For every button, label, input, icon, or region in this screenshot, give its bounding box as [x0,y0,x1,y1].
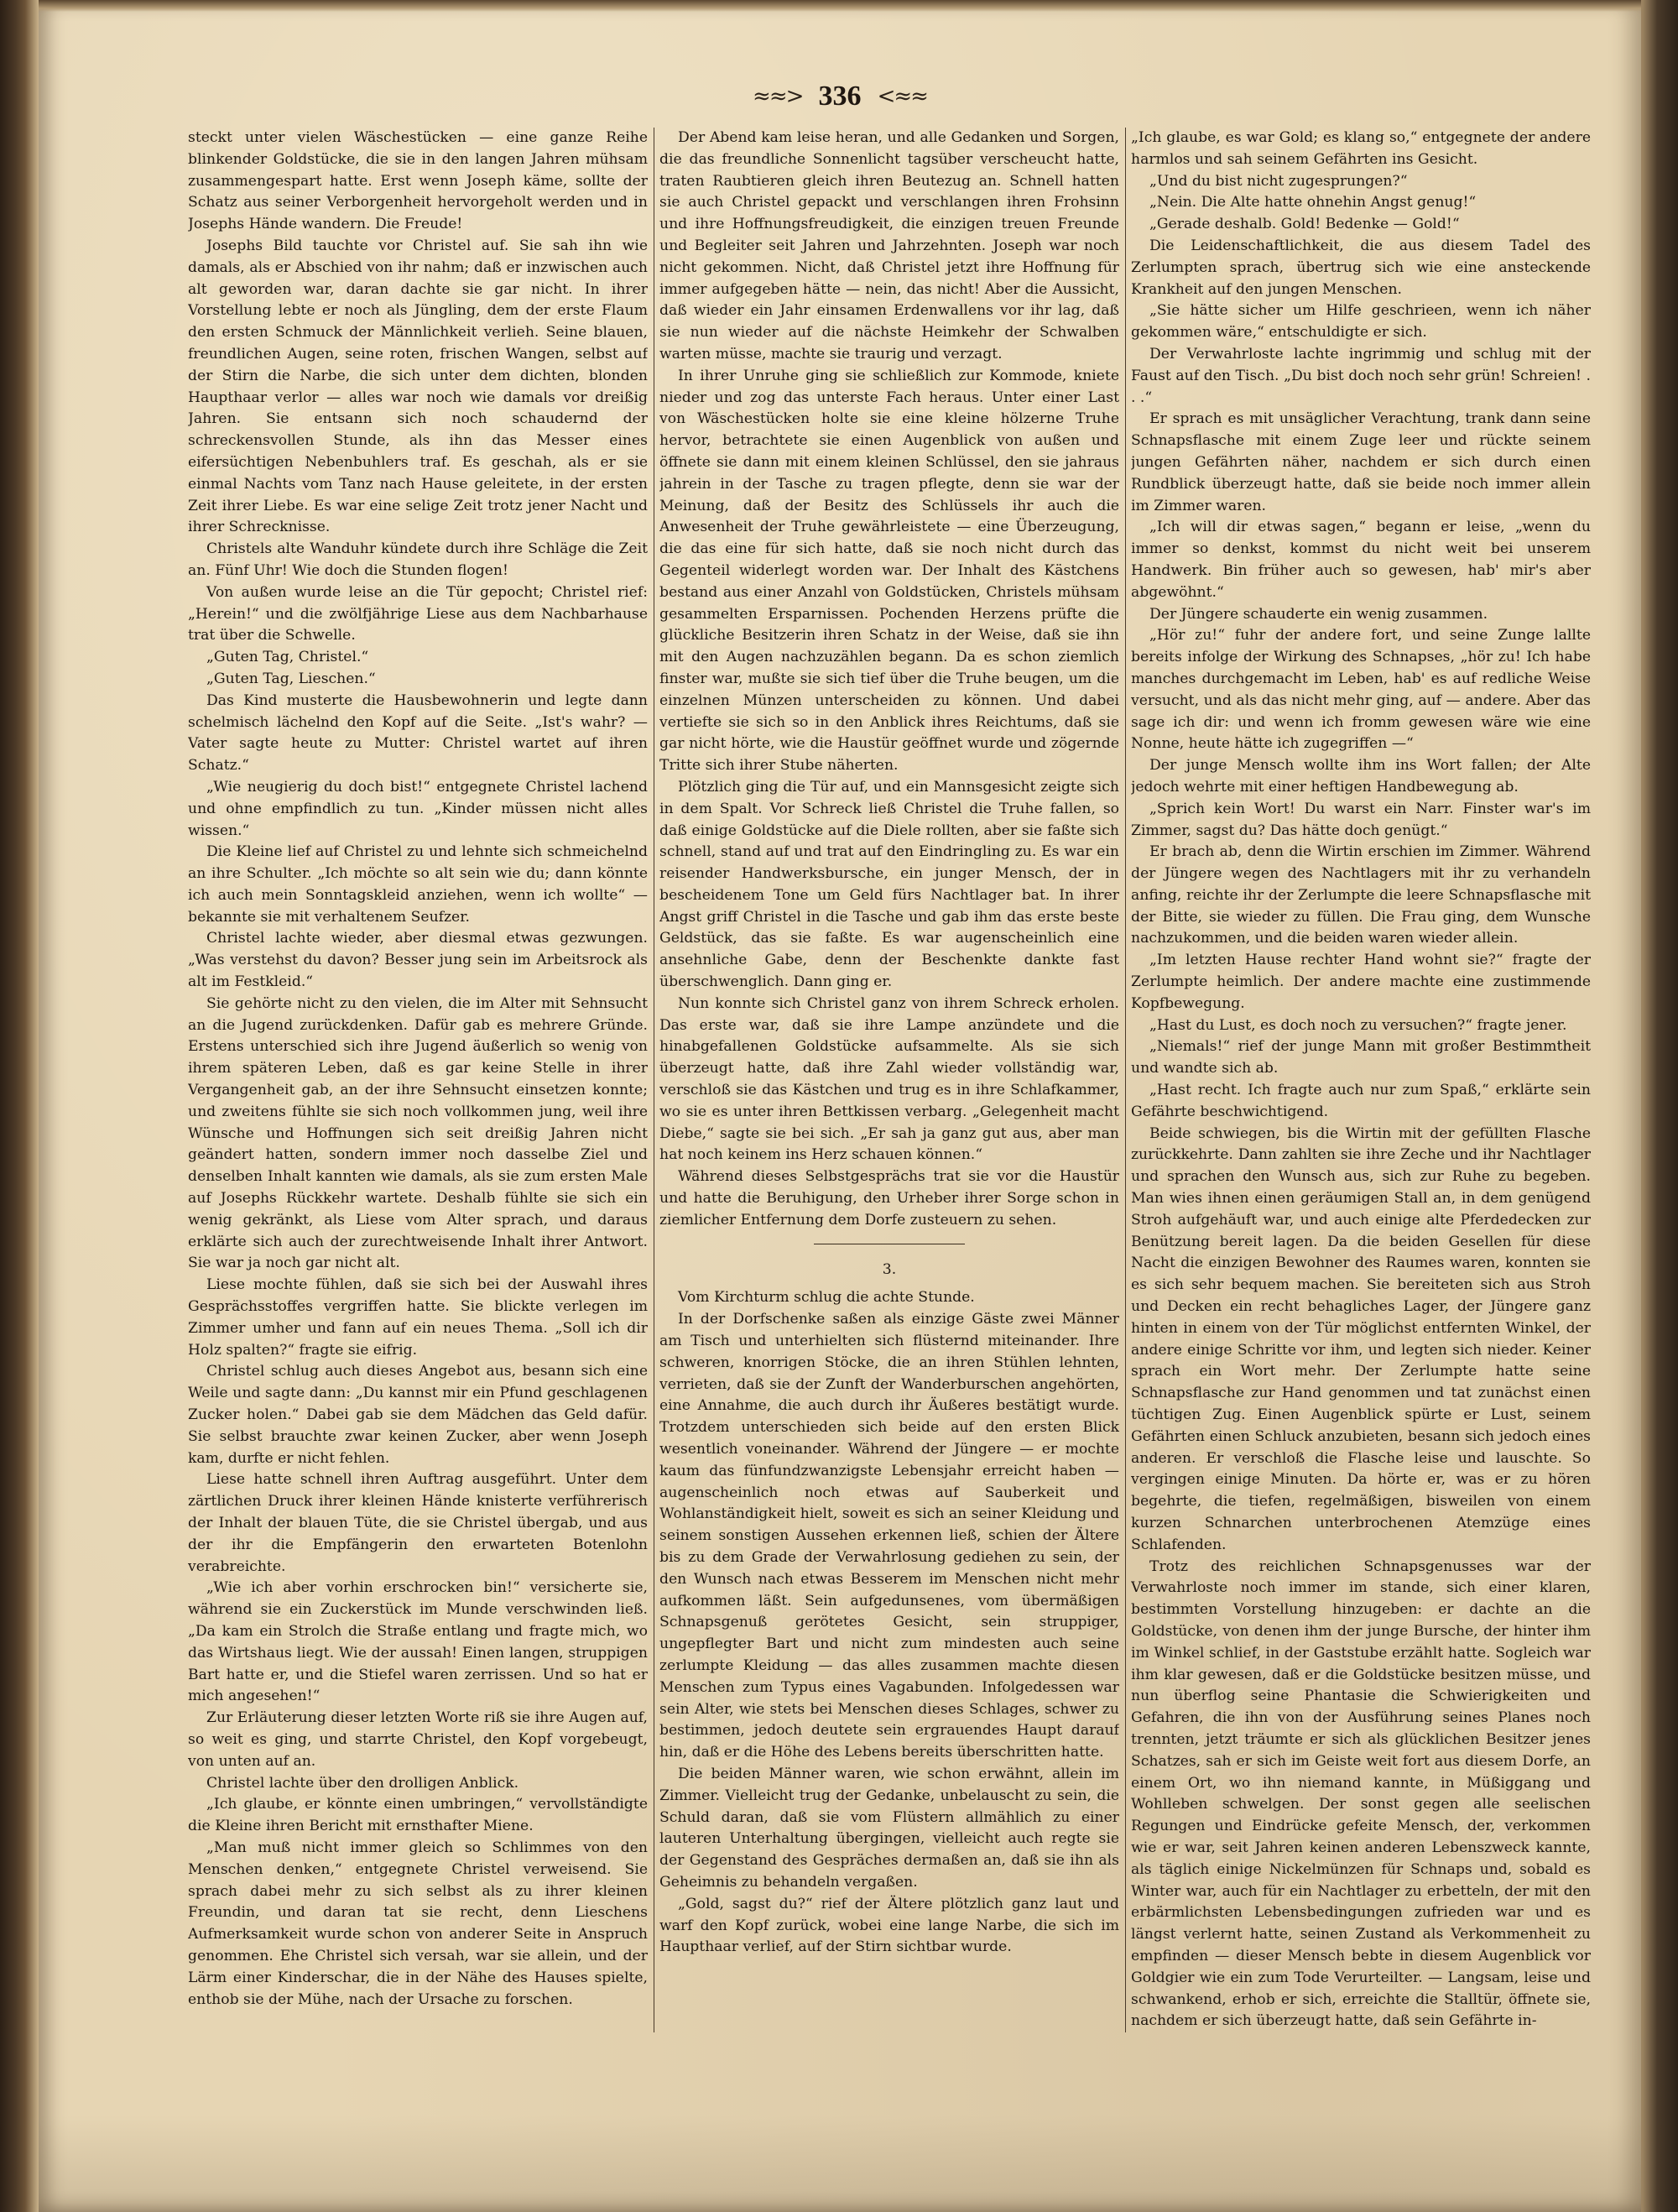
text-column-3 [1131,128,1591,2032]
paragraph: Christel lachte wieder, aber diesmal etwas gezwungen. „Was verstehst du davon? Besser jung sein im Arbeitsrock als alt im Festkleid.“ [188,930,648,991]
paragraph: „Ich glaube, er könnte einen umbringen,“ vervollständigte die Kleine ihren Bericht mit ernsthafter Miene. [188,1796,648,1835]
paragraph: Nun konnte sich Christel ganz von ihrem Schreck erholen. Das erste war, daß sie ihre Lampe anzündete und die hinabgefallenen Goldstücke aufsammelte. Als sie sich überzeugt hatte, daß ihre Zahl wieder vollständig war, verschloß sie das Kästchen und trug es in ihre Schlafkammer, wo sie es unter ihren Bettkissen verbarg. „Gelegenheit macht Diebe,“ sagte sie bei sich. „Er sah ja ganz gut aus, aber man hat noch keinem ins Herz schauen können.“ [659,994,1119,1164]
paragraph: Zur Erläuterung dieser letzten Worte riß sie ihre Augen auf, so weit es ging, und starrte Christel, den Kopf vorgebeugt, von unten auf an. [188,1709,648,1770]
paragraph: Plötzlich ging die Tür auf, und ein Mannsgesicht zeigte sich in dem Spalt. Vor Schreck ließ Christel die Truhe fallen, so daß einige Goldstücke auf die Diele rollten, aber sie faßte sich schnell, stand auf und trat auf den Eindringling zu. Es war ein reisender Handwerksbursche, ein junger Mensch, der in bescheidenem Tone um Geld fürs Nachtlager bat. In ihrer Angst griff Christel in die Tasche und gab ihm das erste beste Geldstück, das sie faßte. Es war augenscheinlich eine ansehnliche Gabe, denn der Beschenkte dankte fast überschwenglich. Dann ging er. [659,778,1119,991]
paragraph: „Man muß nicht immer gleich so Schlimmes von den Menschen denken,“ entgegnete Christel verweisend. Sie sprach dabei mehr zu sich selbst als zu ihrer kleinen Freundin, und daran tat sie recht, denn Lieschens Aufmerksamkeit wurde schon von anderer Seite in Anspruch genommen. Ehe Christel sich versah, war sie allein, und der Lärm einer Kinderschar, die in der Nähe des Hauses spielte, enthob sie der Mühe, nach der Ursache zu forschen. [188,1839,648,2008]
paragraph: steckt unter vielen Wäschestücken — eine ganze Reihe blinkender Goldstücke, die sie in den langen Jahren mühsam zusammengespart hatte. Erst wenn Joseph käme, sollte der Schatz aus seiner Verborgenheit hervorgeholt werden und in Josephs Hände wandern. Die Freude! [188,129,648,233]
paragraph: „Guten Tag, Christel.“ [206,649,369,666]
ornament-right: <≈≈ [877,84,927,109]
paragraph: Der Abend kam leise heran, und alle Gedanken und Sorgen, die das freundliche Sonnenlicht tagsüber verscheucht hatte, traten Raubtieren gleich ihren Beutezug an. Schnell hatten sie auch Christel gepackt und verschlangen ihren Frohsinn und ihre Hoffnungsfreudigkeit, die einzigen treuen Freunde und Begleiter seit Jahren und Jahrzehnten. Joseph war noch nicht gekommen. Nicht, daß Christel jetzt ihre Hoffnung für immer aufgegeben hätte — nein, das nicht! Aber die Aussicht, daß wieder ein Jahr einsamen Erdenwallens vor ihr lag, daß sie nun wieder auf die nächste Heimkehr der Schwalben warten müsse, machte sie traurig und verzagt. [659,129,1119,363]
paragraph: „Niemals!“ rief der junge Mann mit großer Bestimmtheit und wandte sich ab. [1131,1038,1591,1077]
paragraph: Er brach ab, denn die Wirtin erschien im Zimmer. Während der Jüngere wegen des Nachtlagers mit ihr zu verhandeln anfing, reichte ihr der Zerlumpte die leere Schnapsflasche mit der Bitte, sie wieder zu füllen. Die Frau ging, dem Wunsche nachzukommen, und die beiden waren wieder allein. [1131,843,1591,947]
column-rule-2 [1125,128,1126,2032]
paragraph: Trotz des reichlichen Schnapsgenusses war der Verwahrloste noch immer im stande, sich einer klaren, bestimmten Vorstellung hinzugeben: er dachte an die Goldstücke, von denen ihm der junge Bursche, der hinter ihm im Winkel schlief, in der Gaststube erzählt hatte. Sogleich war ihm klar gewesen, daß er die Goldstücke besitzen müsse, und nun überflog seine Phantasie die Schwierigkeiten und Gefahren, die ihn von der Ausführung seines Planes noch trennten, jetzt träumte er sich als glücklichen Besitzer jenes Schatzes, sah er sich im Geiste weit fort aus diesem Dorfe, an einem Ort, wo ihn niemand kannte, in Müßiggang und Wohlleben schwelgen. Der sonst gegen alle seelischen Regungen und Eindrücke gefeite Mensch, der, verkommen wie er war, seit Jahren keinen anderen Lebenszweck kannte, als täglich einige Nickelmünzen für Schnaps und, sobald es Winter war, auch für ein Nachtlager zu erbetteln, der mit den erbärmlichsten Lebensbedingungen zufrieden war und es längst verlernt hatte, seinen Zustand als Verkommenheit zu empfinden — dieser Mensch bebte in diesem Augenblick vor Goldgier wie ein zum Tode Verurteilter. — Langsam, leise und schwankend, erhob er sich, erreichte die Stalltür, öffnete sie, nachdem er sich überzeugt hatte, daß sein Gefährte in- [1131,1557,1591,2030]
paragraph: Der Jüngere schauderte ein wenig zusammen. [1149,605,1488,623]
paragraph: „Und du bist nicht zugesprungen?“ [1149,172,1408,190]
paragraph: In ihrer Unruhe ging sie schließlich zur Kommode, kniete nieder und zog das unterste Fach heraus. Unter einer Last von Wäschestücken holte sie eine kleine hölzerne Truhe hervor, betrachtete sie einen Augenblick von außen und öffnete sie dann mit einem kleinen Schlüssel, den sie jahraus jahrein in der Tasche zu tragen pflegte, denn sie war der Meinung, daß der Besitz des Schlüssels ihr auch die Anwesenheit der Truhe gewährleistete — eine Überzeugung, die das eine für sich hatte, daß sie noch nicht durch das Gegenteil widerlegt worden war. Der Inhalt des Kästchens bestand aus einer Anzahl von Goldstücken, Christels mühsam gesammelten Ersparnissen. Pochenden Herzens prüfte die glückliche Besitzerin ihren Schatz in der Weise, daß sie ihn mit den Augen nachzuzählen begann. Da es schon ziemlich finster war, mußte sie sich tief über die Truhe beugen, um die einzelnen Münzen unterscheiden zu können. Und dabei vertiefte sie sich so in den Anblick ihres Reichtums, daß sie gar nicht hörte, wie die Haustür geöffnet wurde und zögernde Tritte sich ihrer Stube näherten. [659,367,1119,775]
paragraph: „Wie neugierig du doch bist!“ entgegnete Christel lachend und ohne empfindlich zu tun. „Kinder müssen nicht alles wissen.“ [188,778,648,839]
paragraph: „Hast recht. Ich fragte auch nur zum Spaß,“ erklärte sein Gefährte beschwichtigend. [1131,1082,1591,1120]
paragraph: „Wie ich aber vorhin erschrocken bin!“ versicherte sie, während sie ein Zuckerstück im Munde verschwinden ließ. „Da kam ein Strolch die Straße entlang und fragte mich, wo das Wirtshaus liegt. Wie der aussah! Einen langen, struppigen Bart hatte er, und die Stiefel waren zerrissen. Und so hat er mich angesehen!“ [188,1579,648,1705]
paragraph: Liese hatte schnell ihren Auftrag ausgeführt. Unter dem zärtlichen Druck ihrer kleinen Hände knisterte verführerisch der Inhalt der blauen Tüte, die sie Christel übergab, und aus der ihr die Empfängerin den erwarteten Botenlohn verabreichte. [188,1471,648,1575]
paragraph: „Im letzten Hause rechter Hand wohnt sie?“ fragte der Zerlumpte heimlich. Der andere machte eine zustimmende Kopfbewegung. [1131,952,1591,1012]
paragraph: Der Verwahrloste lachte ingrimmig und schlug mit der Faust auf den Tisch. „Du bist doch noch sehr grün! Schreien! . . .“ [1131,345,1591,406]
paragraph: „Sprich kein Wort! Du warst ein Narr. Finster war's im Zimmer, sagst du? Das hätte doch genügt.“ [1131,800,1591,839]
ornament-left: ≈≈> [753,84,803,109]
paragraph: Christel schlug auch dieses Angebot aus, besann sich eine Weile und sagte dann: „Du kannst mir ein Pfund geschlagenen Zucker holen.“ Dabei gab sie dem Mädchen das Geld dafür. Sie selbst brauchte zwar keinen Zucker, aber wenn Joseph kam, durfte er nicht fehlen. [188,1363,648,1467]
paragraph: „Hast du Lust, es doch noch zu versuchen?“ fragte jener. [1149,1016,1567,1034]
paragraph: „Hör zu!“ fuhr der andere fort, und seine Zunge lallte bereits infolge der Wirkung des Schnapses, „hör zu! Ich habe manches durchgemacht im Leben, hab' es auf redliche Weise versucht, und als das nicht mehr ging, auf — andere. Aber das sage ich dir: und wenn ich fromm gewesen wäre wie eine Nonne, heute hätte ich zugegriffen —“ [1131,627,1591,753]
paragraph: Er sprach es mit unsäglicher Verachtung, trank dann seine Schnapsflasche mit einem Zuge leer und rückte seinem jungen Gefährten näher, nachdem er sich durch einen Rundblick überzeugt hatte, daß sie beide noch immer allein im Zimmer waren. [1131,410,1591,514]
paragraph: Die beiden Männer waren, wie schon erwähnt, allein im Zimmer. Vielleicht trug der Gedanke, unbelauscht zu sein, die Schuld daran, daß sie vom Flüstern allmählich zu einer lauteren Unterhaltung übergingen, vielleicht auch regte sie der Gegenstand des Gespräches dermaßen an, daß sie ihn als Geheimnis zu behandeln vergaßen. [659,1765,1119,1891]
page-bottom-shade [39,2115,1641,2212]
paragraph: Die Kleine lief auf Christel zu und lehnte sich schmeichelnd an ihre Schulter. „Ich möchte so alt sein wie du; dann könnte ich auch mein Sonntagskleid anziehen, wenn ich wollte“ — bekannte sie mit verhaltenem Seufzer. [188,843,648,926]
paragraph: „Sie hätte sicher um Hilfe geschrieen, wenn ich näher gekommen wäre,“ entschuldigte er sich. [1131,302,1591,342]
page [39,0,1641,2212]
paragraph: Der junge Mensch wollte ihm ins Wort fallen; der Alte jedoch wehrte mit einer heftigen Handbewegung ab. [1131,757,1591,796]
paragraph: Sie gehörte nicht zu den vielen, die im Alter mit Sehnsucht an die Jugend zurückdenken. Dafür gab es mehrere Gründe. Erstens unterschied sich ihre Jugend äußerlich so wenig von ihrem späteren Leben, daß es gar keine Stelle in ihrer Vergangenheit gab, an der ihre Sehnsucht einsetzen konnte; und zweitens fühlte sie sich noch vollkommen jung, weil ihre Wünsche und Hoffnungen sich seit dreißig Jahren nicht geändert hatten, sondern immer noch dasselbe Ziel und denselben Inhalt kannten wie damals, als sie zum ersten Male auf Josephs Rückkehr wartete. Deshalb fühlte sie sich ein wenig gekränkt, als Liese vom Alter sprach, und daraus erklärte sich auch der zurechtweisende Inhalt ihrer Antwort. Sie war ja noch gar nicht alt. [188,994,648,1272]
section-number: 3. [882,1260,897,1278]
paragraph: Die Leidenschaftlichkeit, die aus diesem Tadel des Zerlumpten sprach, übertrug sich wie eine ansteckende Krankheit auf den jungen Menschen. [1131,237,1591,298]
paragraph: Christels alte Wanduhr kündete durch ihre Schläge die Zeit an. Fünf Uhr! Wie doch die Stunden flogen! [188,540,648,579]
paragraph: „Gold, sagst du?“ rief der Ältere plötzlich ganz laut und warf den Kopf zurück, wobei eine lange Narbe, die sich im Haupthaar verlief, auf der Stirn sichtbar wurde. [659,1895,1119,1956]
paragraph: Beide schwiegen, bis die Wirtin mit der gefüllten Flasche zurückkehrte. Dann zahlten sie ihre Zeche und ihr Nachtlager und sprachen den Wunsch aus, sich zur Ruhe zu begeben. Man wies ihnen einen geräumigen Stall an, in dem genügend Stroh aufgehäuft war, und auch einige alte Pferdedecken zur Benützung bereit lagen. Da die beiden Gesellen für diese Nacht die einzigen Bewohner des Raumes waren, konnten sie es sich sehr bequem machen. Sie bereiteten sich aus Stroh und Decken ein recht behagliches Lager, der Jüngere ganz hinten in einem von der Tür möglichst entfernten Winkel, der andere einige Schritte vor ihm, und legten sich nieder. Keiner sprach ein Wort mehr. Der Zerlumpte hatte seine Schnapsflasche zur Hand genommen und tat zunächst einen tüchtigen Zug. Einen Augenblick spürte er Lust, seinem Gefährten einen Schluck anzubieten, besann sich jedoch eines anderen. Er verschloß die Flasche leise und lauschte. So vergingen einige Minuten. Da hörte er, was er zu hören begehrte, die tiefen, regelmäßigen, bisweilen von einem kurzen Schnarchen unterbrochenen Atemzüge eines Schlafenden. [1131,1124,1591,1553]
page-top-edge [39,0,1641,12]
paragraph: „Nein. Die Alte hatte ohnehin Angst genug!“ [1149,194,1477,211]
text-column-2 [659,128,1119,2032]
paragraph: In der Dorfschenke saßen als einzige Gäste zwei Männer am Tisch und unterhielten sich flüsternd miteinander. Ihre schweren, knorrigen Stöcke, die an ihren Stühlen lehnten, verrieten, daß sie der Zunft der Wanderburschen angehörten, eine Annahme, die auch durch ihr Äußeres bestätigt wurde. Trotzdem unterschieden sich beide auf den ersten Blick wesentlich voneinander. Während der Jüngere — er mochte kaum das fünfundzwanzigste Lebensjahr erreicht haben — augenscheinlich noch etwas auf Sauberkeit und Wohlanständigkeit hielt, soweit es sich an seiner Kleidung und seinem sonstigen Aussehen erkennen ließ, schien der Ältere bis zu dem Grade der Verwahrlosung gediehen zu sein, der den Wunsch nach etwas Besserem im Menschen nicht mehr aufkommen läßt. Sein aufgedunsenes, vom übermäßigen Schnapsgenuß gerötetes Gesicht, sein struppiger, ungepflegter Bart und nicht zum mindesten auch seine zerlumpte Kleidung — das alles zusammen machte diesen Menschen zum Typus eines Vagabunden. Infolgedessen war sein Alter, wie stets bei Menschen dieses Schlages, schwer zu bestimmen, jedoch deutete sein ergrauendes Haupt darauf hin, daß er die Höhe des Lebens bereits überschritten hatte. [659,1311,1119,1761]
paragraph: Von außen wurde leise an die Tür gepocht; Christel rief: „Herein!“ und die zwölfjährige Liese aus dem Nachbarhause trat über die Schwelle. [188,583,648,644]
paragraph: „Gerade deshalb. Gold! Bedenke — Gold!“ [1149,216,1460,233]
paragraph: „Ich will dir etwas sagen,“ begann er leise, „wenn du immer so denkst, kommst du nicht weit bei unserem Handwerk. Bin früher auch so gewesen, hab' mir's aber abgewöhnt.“ [1131,519,1591,601]
paragraph: Das Kind musterte die Hausbewohnerin und legte dann schelmisch lächelnd den Kopf auf die Seite. „Ist's wahr? — Vater sagte heute zu Mutter: Christel wartet auf ihren Schatz.“ [188,691,648,775]
text-column-1 [188,128,648,2032]
paragraph: Vom Kirchturm schlug die achte Stunde. [678,1289,975,1307]
paragraph: Während dieses Selbstgesprächs trat sie vor die Haustür und hatte die Beruhigung, den Urheber ihrer Sorge schon in ziemlicher Entfernung dem Dorfe zusteuern zu sehen. [659,1168,1119,1229]
paragraph: Christel lachte über den drolligen Anblick. [206,1774,519,1792]
paragraph: Liese mochte fühlen, daß sie sich bei der Auswahl ihres Gesprächsstoffes vergriffen hatte. Sie blickte verlegen im Zimmer umher und fann auf ein neues Thema. „Soll ich dir Holz spalten?“ fragte sie eifrig. [188,1276,648,1359]
page-number: 336 [818,81,862,112]
paragraph: „Ich glaube, es war Gold; es klang so,“ entgegnete der andere harmlos und sah seinem Gefährten ins Gesicht. [1131,129,1591,168]
paragraph: „Guten Tag, Lieschen.“ [206,670,376,687]
paragraph: Josephs Bild tauchte vor Christel auf. Sie sah ihn wie damals, als er Abschied von ihr nahm; daß er inzwischen auch alt geworden war, daran dachte sie gar nicht. In ihrer Vorstellung lebte er noch als Jüngling, dem der erste Flaum den ersten Schmuck der Männlichkeit verlieh. Seine blauen, freundlichen Augen, seine roten, frischen Wangen, selbst auf der Stirn die Narbe, die sich unter dem dichten, blonden Haupthaar verlor — alles war noch wie damals vor dreißig Jahren. Sie entsann sich noch schaudernd der schreckensvollen Stunde, als ihn das Messer eines eifersüchtigen Nebenbuhlers traf. Es geschah, als er sie einmal Nachts vom Tanz nach Hause geleitete, in der ersten Zeit ihrer Liebe. Es war eine selige Zeit trotz jener Nacht und ihrer Schrecknisse. [188,237,648,536]
page-header [39,81,1641,117]
